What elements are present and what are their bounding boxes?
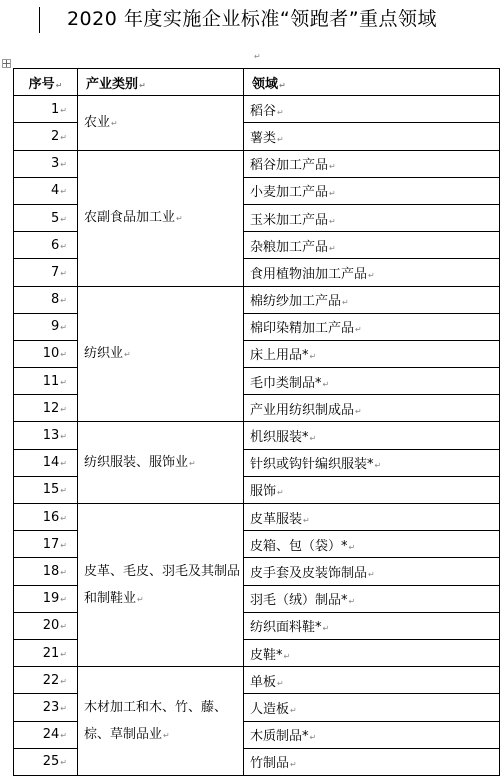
- domain-cell: 玉米加工产品↵: [244, 204, 500, 231]
- header-seq: 序号↵: [14, 69, 78, 96]
- row-seq-cell: 2↵: [14, 123, 78, 150]
- domain-cell: 服饰↵: [244, 476, 500, 503]
- domain-cell: 皮革服装↵: [244, 504, 500, 531]
- row-seq-cell: 20↵: [14, 612, 78, 639]
- category-cell: 纺织业↵: [78, 286, 244, 422]
- table-row: [14, 422, 500, 449]
- domain-cell: 羽毛（绒）制品*↵: [244, 585, 500, 612]
- domain-cell: 纺织面料鞋*↵: [244, 612, 500, 639]
- row-seq-cell: 8↵: [14, 286, 78, 313]
- document-title-text: 2020 年度实施企业标准“领跑者”重点领域: [66, 8, 438, 30]
- domain-cell: 皮箱、包（袋）*↵: [244, 531, 500, 558]
- category-cell: 农业↵: [78, 96, 244, 150]
- row-seq-cell: 19↵: [14, 585, 78, 612]
- domain-cell: 单板↵: [244, 667, 500, 694]
- row-seq-cell: 25↵: [14, 748, 78, 775]
- standards-table: [13, 68, 500, 776]
- row-seq-cell: 1↵: [14, 96, 78, 123]
- domain-cell: 产业用纺织制成品↵: [244, 395, 500, 422]
- domain-cell: 竹制品↵: [244, 748, 500, 775]
- row-seq-cell: 17↵: [14, 531, 78, 558]
- domain-cell: 棉印染精加工产品↵: [244, 313, 500, 340]
- domain-cell: 皮手套及皮装饰制品↵: [244, 558, 500, 585]
- row-seq-cell: 22↵: [14, 667, 78, 694]
- row-seq-cell: 3↵: [14, 150, 78, 177]
- header-category: 产业类别↵: [78, 69, 244, 96]
- domain-cell: 食用植物油加工产品↵: [244, 259, 500, 286]
- row-seq-cell: 24↵: [14, 721, 78, 748]
- category-cell: 木材加工和木、竹、藤、棕、草制品业↵: [78, 667, 244, 776]
- row-seq-cell: 14↵: [14, 449, 78, 476]
- table-row: [14, 96, 500, 123]
- domain-cell: 稻谷加工产品↵: [244, 150, 500, 177]
- row-seq-cell: 21↵: [14, 639, 78, 666]
- paragraph-mark: ↵: [254, 52, 261, 61]
- row-seq-cell: 23↵: [14, 694, 78, 721]
- domain-cell: 床上用品*↵: [244, 340, 500, 367]
- domain-cell: 皮鞋*↵: [244, 639, 500, 666]
- row-seq-cell: 16↵: [14, 504, 78, 531]
- row-seq-cell: 18↵: [14, 558, 78, 585]
- category-cell: 皮革、毛皮、羽毛及其制品和制鞋业↵: [78, 504, 244, 667]
- row-seq-cell: 6↵: [14, 232, 78, 259]
- row-seq-cell: 7↵: [14, 259, 78, 286]
- domain-cell: 薯类↵: [244, 123, 500, 150]
- domain-cell: 木质制品*↵: [244, 721, 500, 748]
- domain-cell: 棉纺纱加工产品↵: [244, 286, 500, 313]
- category-cell: 纺织服装、服饰业↵: [78, 422, 244, 504]
- document-title: [0, 4, 504, 34]
- domain-cell: 稻谷↵: [244, 96, 500, 123]
- domain-cell: 人造板↵: [244, 694, 500, 721]
- table-row: [14, 504, 500, 531]
- table-body: [14, 96, 500, 776]
- domain-cell: 杂粮加工产品↵: [244, 232, 500, 259]
- domain-cell: 毛巾类制品*↵: [244, 368, 500, 395]
- row-seq-cell: 11↵: [14, 368, 78, 395]
- table-row: [14, 286, 500, 313]
- row-seq-cell: 10↵: [14, 340, 78, 367]
- row-seq-cell: 13↵: [14, 422, 78, 449]
- domain-cell: 针织或钩针编织服装*↵: [244, 449, 500, 476]
- domain-cell: 机织服装*↵: [244, 422, 500, 449]
- table-header-row: [14, 69, 500, 96]
- row-seq-cell: 12↵: [14, 395, 78, 422]
- table-row: [14, 667, 500, 694]
- row-seq-cell: 5↵: [14, 204, 78, 231]
- domain-cell: 小麦加工产品↵: [244, 177, 500, 204]
- header-domain: 领域↵: [244, 69, 500, 96]
- category-cell: 农副食品加工业↵: [78, 150, 244, 286]
- row-seq-cell: 4↵: [14, 177, 78, 204]
- text-cursor: [39, 7, 40, 33]
- row-seq-cell: 15↵: [14, 476, 78, 503]
- table-move-handle-icon[interactable]: [2, 59, 11, 68]
- table-row: [14, 150, 500, 177]
- row-seq-cell: 9↵: [14, 313, 78, 340]
